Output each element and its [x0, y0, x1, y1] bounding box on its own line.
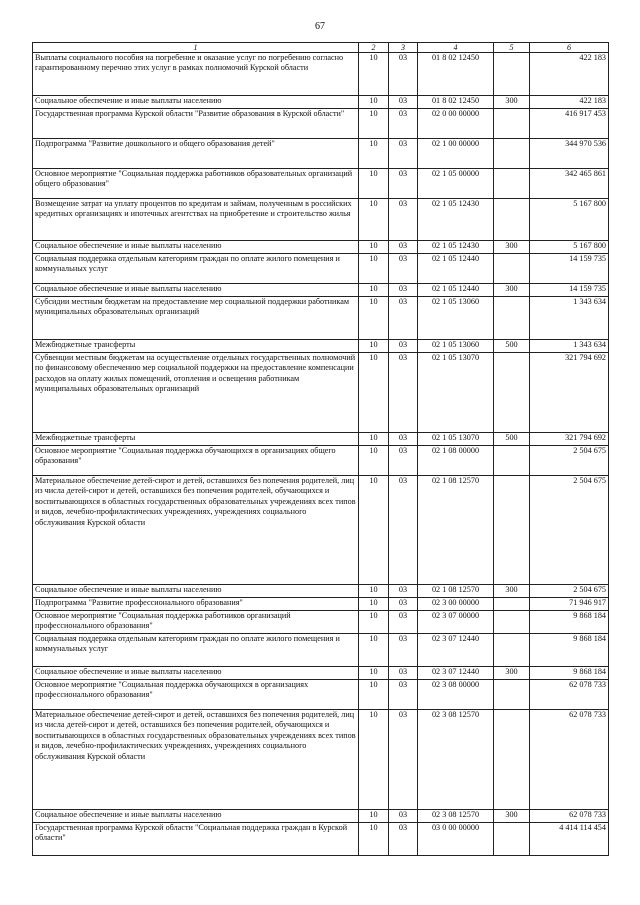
row-name-cell: Государственная программа Курской области "Социальная поддержка граждан в Курской области" — [33, 823, 359, 856]
table-row — [33, 710, 609, 810]
table-row — [33, 446, 609, 476]
row-name-cell: Социальная поддержка отдельным категориям граждан по оплате жилого помещения и коммунальных услуг — [33, 254, 359, 284]
row-subsection-cell: 03 — [389, 667, 418, 680]
table-row — [33, 254, 609, 284]
row-target-article-cell: 02 1 05 12440 — [418, 284, 494, 297]
row-subsection-cell: 03 — [389, 611, 418, 634]
row-amount-cell: 422 183 — [530, 53, 609, 96]
row-target-article-cell: 02 1 00 00000 — [418, 139, 494, 169]
row-target-article-cell: 02 1 08 00000 — [418, 446, 494, 476]
row-expense-type-cell — [494, 446, 530, 476]
table-row — [33, 169, 609, 199]
row-name-cell: Социальное обеспечение и иные выплаты населению — [33, 241, 359, 254]
table-row — [33, 810, 609, 823]
row-section-cell: 10 — [359, 297, 389, 340]
row-expense-type-cell — [494, 823, 530, 856]
row-amount-cell: 14 159 735 — [530, 254, 609, 284]
row-name-cell: Социальное обеспечение и иные выплаты населению — [33, 585, 359, 598]
row-amount-cell: 62 078 733 — [530, 810, 609, 823]
column-header: 2 — [359, 43, 389, 53]
row-expense-type-cell: 300 — [494, 810, 530, 823]
row-subsection-cell: 03 — [389, 109, 418, 139]
row-target-article-cell: 02 1 05 13070 — [418, 353, 494, 433]
row-section-cell: 10 — [359, 284, 389, 297]
row-target-article-cell: 02 3 07 12440 — [418, 634, 494, 667]
row-section-cell: 10 — [359, 199, 389, 241]
row-expense-type-cell — [494, 139, 530, 169]
row-subsection-cell: 03 — [389, 53, 418, 96]
row-amount-cell: 2 504 675 — [530, 585, 609, 598]
row-subsection-cell: 03 — [389, 284, 418, 297]
row-expense-type-cell — [494, 598, 530, 611]
row-section-cell: 10 — [359, 810, 389, 823]
row-subsection-cell: 03 — [389, 710, 418, 810]
row-section-cell: 10 — [359, 446, 389, 476]
column-header: 4 — [418, 43, 494, 53]
row-section-cell: 10 — [359, 598, 389, 611]
row-subsection-cell: 03 — [389, 680, 418, 710]
row-target-article-cell: 02 1 05 12440 — [418, 254, 494, 284]
row-target-article-cell: 02 1 08 12570 — [418, 585, 494, 598]
table-row — [33, 297, 609, 340]
row-target-article-cell: 02 3 07 00000 — [418, 611, 494, 634]
row-section-cell: 10 — [359, 667, 389, 680]
row-section-cell: 10 — [359, 680, 389, 710]
table-row — [33, 476, 609, 585]
row-target-article-cell: 02 3 08 12570 — [418, 710, 494, 810]
row-target-article-cell: 02 3 00 00000 — [418, 598, 494, 611]
row-subsection-cell: 03 — [389, 169, 418, 199]
row-expense-type-cell: 300 — [494, 241, 530, 254]
table-row — [33, 53, 609, 96]
table-row — [33, 139, 609, 169]
row-expense-type-cell: 300 — [494, 284, 530, 297]
row-subsection-cell: 03 — [389, 446, 418, 476]
table-row — [33, 284, 609, 297]
row-expense-type-cell: 300 — [494, 585, 530, 598]
row-section-cell: 10 — [359, 823, 389, 856]
page-number: 67 — [315, 21, 325, 32]
table-row — [33, 96, 609, 109]
row-amount-cell: 342 465 861 — [530, 169, 609, 199]
row-amount-cell: 321 794 692 — [530, 353, 609, 433]
row-subsection-cell: 03 — [389, 254, 418, 284]
row-expense-type-cell — [494, 109, 530, 139]
row-subsection-cell: 03 — [389, 96, 418, 109]
row-expense-type-cell: 300 — [494, 96, 530, 109]
row-name-cell: Социальное обеспечение и иные выплаты населению — [33, 96, 359, 109]
row-amount-cell: 5 167 800 — [530, 241, 609, 254]
row-expense-type-cell — [494, 710, 530, 810]
row-target-article-cell: 02 1 05 12430 — [418, 199, 494, 241]
row-subsection-cell: 03 — [389, 139, 418, 169]
row-section-cell: 10 — [359, 139, 389, 169]
row-section-cell: 10 — [359, 433, 389, 446]
row-name-cell: Выплаты социального пособия на погребение и оказание услуг по погребению согласно гарантированному перечню этих услуг в рамках полномочий Курской области — [33, 53, 359, 96]
row-expense-type-cell: 500 — [494, 340, 530, 353]
row-amount-cell: 9 868 184 — [530, 667, 609, 680]
row-expense-type-cell — [494, 53, 530, 96]
row-amount-cell: 2 504 675 — [530, 476, 609, 585]
row-name-cell: Материальное обеспечение детей-сирот и детей, оставшихся без попечения родителей, лиц из числа детей-сирот и детей, оставшихся без попечения родителей, обучающихся и воспитывающихся в областных государственных образовательных учреждениях всех типов и видов, лечебно-профилактических учреждениях, учреждениях социального обслуживания Курской области — [33, 710, 359, 810]
row-name-cell: Основное мероприятие "Социальная поддержка работников организаций профессионального образования" — [33, 611, 359, 634]
row-name-cell: Социальное обеспечение и иные выплаты населению — [33, 284, 359, 297]
row-amount-cell: 321 794 692 — [530, 433, 609, 446]
row-section-cell: 10 — [359, 53, 389, 96]
row-subsection-cell: 03 — [389, 476, 418, 585]
table-row — [33, 680, 609, 710]
row-expense-type-cell — [494, 297, 530, 340]
row-amount-cell: 1 343 634 — [530, 340, 609, 353]
row-subsection-cell: 03 — [389, 598, 418, 611]
row-amount-cell: 422 183 — [530, 96, 609, 109]
table-row — [33, 433, 609, 446]
row-target-article-cell: 01 8 02 12450 — [418, 53, 494, 96]
row-section-cell: 10 — [359, 476, 389, 585]
row-name-cell: Социальное обеспечение и иные выплаты населению — [33, 667, 359, 680]
row-target-article-cell: 02 1 05 13060 — [418, 340, 494, 353]
row-amount-cell: 9 868 184 — [530, 634, 609, 667]
row-name-cell: Основное мероприятие "Социальная поддержка обучающихся в организациях профессионального образования" — [33, 680, 359, 710]
row-target-article-cell: 02 1 08 12570 — [418, 476, 494, 585]
row-subsection-cell: 03 — [389, 199, 418, 241]
column-header: 6 — [530, 43, 609, 53]
column-header: 3 — [389, 43, 418, 53]
row-amount-cell: 5 167 800 — [530, 199, 609, 241]
table-row — [33, 598, 609, 611]
row-amount-cell: 4 414 114 454 — [530, 823, 609, 856]
row-expense-type-cell — [494, 199, 530, 241]
table-row — [33, 340, 609, 353]
row-amount-cell: 14 159 735 — [530, 284, 609, 297]
row-subsection-cell: 03 — [389, 340, 418, 353]
row-subsection-cell: 03 — [389, 241, 418, 254]
row-expense-type-cell: 300 — [494, 667, 530, 680]
table-body — [33, 53, 609, 856]
table-row — [33, 241, 609, 254]
row-expense-type-cell — [494, 254, 530, 284]
table-row — [33, 634, 609, 667]
row-subsection-cell: 03 — [389, 823, 418, 856]
row-amount-cell: 9 868 184 — [530, 611, 609, 634]
row-name-cell: Субвенции местным бюджетам на осуществление отдельных государственных полномочий по финансовому обеспечению мер социальной поддержки на предоставление компенсации расходов на оплату жилых помещений, отопления и освещения работникам муниципальных образовательных организаций — [33, 353, 359, 433]
row-expense-type-cell — [494, 611, 530, 634]
row-section-cell: 10 — [359, 611, 389, 634]
row-section-cell: 10 — [359, 634, 389, 667]
row-name-cell: Государственная программа Курской области "Развитие образования в Курской области" — [33, 109, 359, 139]
row-target-article-cell: 02 3 08 00000 — [418, 680, 494, 710]
row-name-cell: Межбюджетные трансферты — [33, 340, 359, 353]
row-target-article-cell: 02 1 05 13060 — [418, 297, 494, 340]
table-row — [33, 823, 609, 856]
row-section-cell: 10 — [359, 96, 389, 109]
row-target-article-cell: 02 3 08 12570 — [418, 810, 494, 823]
row-amount-cell: 1 343 634 — [530, 297, 609, 340]
row-section-cell: 10 — [359, 585, 389, 598]
table-header-row — [33, 43, 609, 53]
row-subsection-cell: 03 — [389, 297, 418, 340]
table-row — [33, 353, 609, 433]
row-name-cell: Возмещение затрат на уплату процентов по кредитам и займам, полученным в российских кредитных организациях и ипотечных агентствах на приобретение и строительство жилья — [33, 199, 359, 241]
row-amount-cell: 344 970 536 — [530, 139, 609, 169]
row-target-article-cell: 02 3 07 12440 — [418, 667, 494, 680]
row-name-cell: Подпрограмма "Развитие дошкольного и общего образования детей" — [33, 139, 359, 169]
row-target-article-cell: 02 1 05 12430 — [418, 241, 494, 254]
row-section-cell: 10 — [359, 710, 389, 810]
table-row — [33, 585, 609, 598]
column-header: 1 — [33, 43, 359, 53]
row-name-cell: Социальное обеспечение и иные выплаты населению — [33, 810, 359, 823]
row-subsection-cell: 03 — [389, 433, 418, 446]
row-section-cell: 10 — [359, 340, 389, 353]
row-name-cell: Основное мероприятие "Социальная поддержка работников образовательных организаций общего образования" — [33, 169, 359, 199]
row-section-cell: 10 — [359, 169, 389, 199]
row-target-article-cell: 03 0 00 00000 — [418, 823, 494, 856]
row-name-cell: Социальная поддержка отдельным категориям граждан по оплате жилого помещения и коммунальных услуг — [33, 634, 359, 667]
row-expense-type-cell — [494, 353, 530, 433]
row-subsection-cell: 03 — [389, 585, 418, 598]
row-subsection-cell: 03 — [389, 634, 418, 667]
row-expense-type-cell — [494, 476, 530, 585]
row-expense-type-cell — [494, 680, 530, 710]
row-section-cell: 10 — [359, 241, 389, 254]
row-name-cell: Материальное обеспечение детей-сирот и детей, оставшихся без попечения родителей, лиц из числа детей-сирот и детей, оставшихся без попечения родителей, обучающихся и воспитывающихся в областных государственных образовательных учреждениях всех типов и видов, лечебно-профилактических учреждениях, учреждениях социального обслуживания Курской области — [33, 476, 359, 585]
row-expense-type-cell: 500 — [494, 433, 530, 446]
row-expense-type-cell — [494, 169, 530, 199]
row-amount-cell: 62 078 733 — [530, 680, 609, 710]
row-target-article-cell: 01 8 02 12450 — [418, 96, 494, 109]
row-name-cell: Подпрограмма "Развитие профессионального образования" — [33, 598, 359, 611]
row-subsection-cell: 03 — [389, 810, 418, 823]
row-section-cell: 10 — [359, 254, 389, 284]
column-header: 5 — [494, 43, 530, 53]
row-amount-cell: 416 917 453 — [530, 109, 609, 139]
row-section-cell: 10 — [359, 109, 389, 139]
row-name-cell: Основное мероприятие "Социальная поддержка обучающихся в организациях общего образования" — [33, 446, 359, 476]
row-name-cell: Межбюджетные трансферты — [33, 433, 359, 446]
row-amount-cell: 71 946 917 — [530, 598, 609, 611]
row-expense-type-cell — [494, 634, 530, 667]
row-amount-cell: 62 078 733 — [530, 710, 609, 810]
row-target-article-cell: 02 0 00 00000 — [418, 109, 494, 139]
row-name-cell: Субсидии местным бюджетам на предоставление мер социальной поддержки работникам муниципальных образовательных организаций — [33, 297, 359, 340]
row-target-article-cell: 02 1 05 13070 — [418, 433, 494, 446]
row-target-article-cell: 02 1 05 00000 — [418, 169, 494, 199]
budget-table — [32, 42, 609, 856]
row-section-cell: 10 — [359, 353, 389, 433]
table-row — [33, 611, 609, 634]
table-row — [33, 109, 609, 139]
row-subsection-cell: 03 — [389, 353, 418, 433]
table-row — [33, 199, 609, 241]
row-amount-cell: 2 504 675 — [530, 446, 609, 476]
table-row — [33, 667, 609, 680]
